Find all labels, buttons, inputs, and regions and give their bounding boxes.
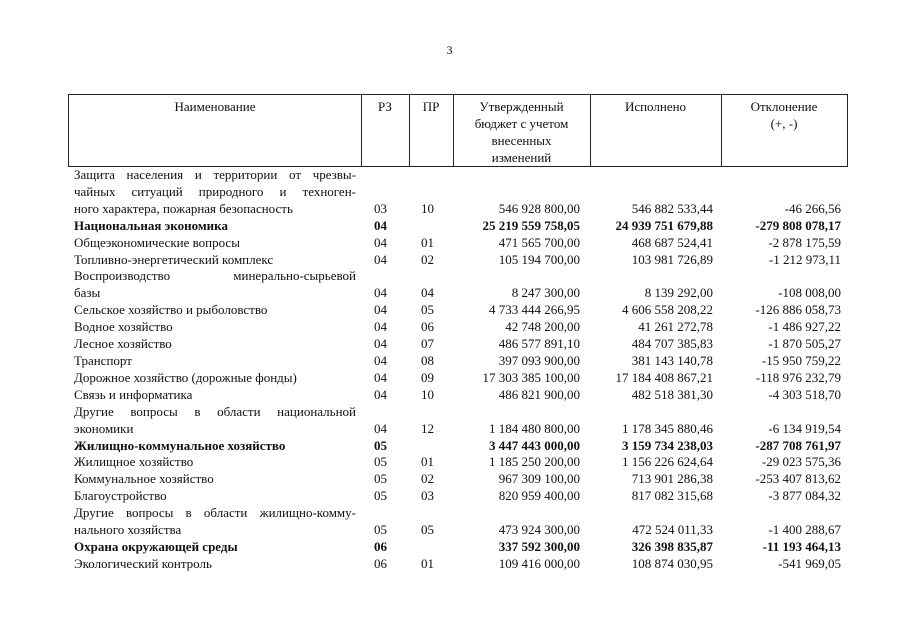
- cell-pr: 10: [421, 200, 434, 216]
- table-row: [68, 387, 848, 404]
- cell-approved: 3 447 443 000,00: [489, 437, 580, 453]
- page-number: 3: [446, 43, 453, 57]
- cell-executed: 713 901 286,38: [631, 471, 713, 487]
- row-name-line: Жилищно-коммунальное хозяйство: [74, 437, 286, 453]
- cell-rz: 04: [374, 336, 387, 352]
- cell-pr: 05: [421, 302, 434, 318]
- row-name: [74, 218, 356, 235]
- cell-approved: 105 194 700,00: [498, 251, 580, 267]
- cell-executed: 381 143 140,78: [631, 352, 713, 368]
- cell-pr: 09: [421, 369, 434, 385]
- cell-approved: 471 565 700,00: [498, 234, 580, 250]
- row-name-line: Дорожное хозяйство (дорожные фонды): [74, 369, 297, 385]
- row-name-line: Водное хозяйство: [74, 319, 173, 335]
- row-name-line: Экологический контроль: [74, 555, 212, 571]
- cell-deviation: -287 708 761,97: [755, 437, 841, 453]
- cell-pr: 08: [421, 352, 434, 368]
- cell-approved: 1 185 250 200,00: [489, 454, 580, 470]
- cell-executed: 546 882 533,44: [631, 200, 713, 216]
- cell-approved: 1 184 480 800,00: [489, 420, 580, 436]
- row-name-line: нального хозяйства: [74, 522, 182, 538]
- header-executed: Исполнено: [624, 99, 687, 114]
- cell-rz: 04: [374, 319, 387, 335]
- row-name: [74, 235, 356, 252]
- row-name-line: Защита населения и территории от чрезвы-: [74, 167, 356, 182]
- table-row: [68, 454, 848, 471]
- cell-rz: 04: [374, 251, 387, 267]
- table-row: [68, 319, 848, 336]
- cell-executed: 482 518 381,30: [631, 386, 713, 402]
- table-row: [68, 488, 848, 505]
- cell-approved: 25 219 559 758,05: [482, 217, 580, 233]
- cell-executed: 24 939 751 679,88: [615, 217, 713, 233]
- cell-deviation: -1 212 973,11: [768, 251, 841, 267]
- row-name-line: Благоустройство: [74, 488, 167, 504]
- row-name: [74, 454, 356, 471]
- cell-deviation: -11 193 464,13: [762, 538, 841, 554]
- row-name-line: чайных ситуаций природного и техноген-: [74, 183, 356, 199]
- cell-approved: 397 093 900,00: [498, 352, 580, 368]
- header-pr: ПР: [422, 99, 440, 114]
- row-name-line: Воспроизводство минерально-сырьевой: [74, 268, 356, 284]
- table-row: [68, 218, 848, 235]
- cell-executed: 8 139 292,00: [644, 285, 713, 301]
- cell-executed: 3 159 734 238,03: [622, 437, 713, 453]
- row-name: [74, 488, 356, 505]
- row-name-line: базы: [74, 285, 101, 301]
- cell-approved: 337 592 300,00: [498, 538, 580, 554]
- cell-pr: 02: [421, 471, 434, 487]
- cell-deviation: -253 407 813,62: [755, 471, 841, 487]
- table-row: [68, 302, 848, 319]
- cell-pr: 01: [421, 234, 434, 250]
- cell-pr: 07: [421, 336, 434, 352]
- cell-deviation: -1 400 288,67: [768, 522, 841, 538]
- header-rz: РЗ: [378, 99, 392, 114]
- row-name: [74, 252, 356, 269]
- cell-rz: 04: [374, 369, 387, 385]
- row-name-line: Транспорт: [74, 352, 132, 368]
- cell-rz: 04: [374, 302, 387, 318]
- row-name-line: Общеэкономические вопросы: [74, 234, 240, 250]
- cell-deviation: -126 886 058,73: [755, 302, 841, 318]
- cell-rz: 04: [374, 234, 387, 250]
- cell-deviation: -46 266,56: [784, 200, 841, 216]
- row-name-line: Национальная экономика: [74, 217, 228, 233]
- cell-rz: 05: [374, 488, 387, 504]
- row-name-line: Связь и информатика: [74, 386, 193, 402]
- table-row: [68, 268, 848, 302]
- cell-executed: 4 606 558 208,22: [622, 302, 713, 318]
- table-row: [68, 235, 848, 252]
- row-name-line: Другие вопросы в области жилищно-комму-: [74, 505, 356, 521]
- table-header: [68, 94, 848, 167]
- cell-executed: 817 082 315,68: [631, 488, 713, 504]
- cell-executed: 17 184 408 867,21: [615, 369, 713, 385]
- row-name-line: Коммунальное хозяйство: [74, 471, 214, 487]
- row-name: [74, 387, 356, 404]
- table-row: [68, 438, 848, 455]
- cell-deviation: -541 969,05: [778, 555, 841, 571]
- row-name-line: Охрана окружающей среды: [74, 538, 238, 554]
- cell-pr: 05: [421, 522, 434, 538]
- cell-pr: 12: [421, 420, 434, 436]
- row-name: [74, 404, 356, 438]
- row-name: [74, 319, 356, 336]
- cell-deviation: -1 486 927,22: [768, 319, 841, 335]
- row-name-line: экономики: [74, 420, 134, 436]
- cell-approved: 8 247 300,00: [511, 285, 580, 301]
- row-name: [74, 556, 356, 573]
- row-name-line: ного характера, пожарная безопасность: [74, 200, 293, 216]
- row-name-line: Жилищное хозяйство: [74, 454, 194, 470]
- row-name: [74, 302, 356, 319]
- cell-rz: 05: [374, 471, 387, 487]
- cell-executed: 484 707 385,83: [631, 336, 713, 352]
- cell-pr: 03: [421, 488, 434, 504]
- cell-pr: 06: [421, 319, 434, 335]
- cell-rz: 06: [374, 538, 387, 554]
- cell-executed: 326 398 835,87: [631, 538, 713, 554]
- row-name-line: Сельское хозяйство и рыболовство: [74, 302, 268, 318]
- cell-rz: 04: [374, 285, 387, 301]
- cell-approved: 486 577 891,10: [498, 336, 580, 352]
- table-row: [68, 167, 848, 218]
- table-row: [68, 505, 848, 539]
- cell-approved: 473 924 300,00: [498, 522, 580, 538]
- cell-approved: 17 303 385 100,00: [482, 369, 580, 385]
- cell-deviation: -6 134 919,54: [768, 420, 841, 436]
- cell-rz: 06: [374, 555, 387, 571]
- row-name: [74, 370, 356, 387]
- cell-rz: 05: [374, 437, 387, 453]
- row-name-line: Лесное хозяйство: [74, 336, 172, 352]
- cell-rz: 05: [374, 522, 387, 538]
- cell-rz: 05: [374, 454, 387, 470]
- cell-approved: 967 309 100,00: [498, 471, 580, 487]
- header-name: Наименование: [174, 99, 256, 114]
- cell-deviation: -118 976 232,79: [755, 369, 841, 385]
- cell-deviation: -279 808 078,17: [755, 217, 841, 233]
- cell-deviation: -2 878 175,59: [768, 234, 841, 250]
- cell-deviation: -29 023 575,36: [761, 454, 841, 470]
- cell-executed: 108 874 030,95: [631, 555, 713, 571]
- row-name: [74, 505, 356, 539]
- row-name-line: Другие вопросы в области национальной: [74, 403, 356, 419]
- cell-approved: 4 733 444 266,95: [489, 302, 580, 318]
- cell-rz: 04: [374, 352, 387, 368]
- cell-deviation: -4 303 518,70: [768, 386, 841, 402]
- cell-pr: 04: [421, 285, 434, 301]
- cell-rz: 03: [374, 200, 387, 216]
- cell-deviation: -3 877 084,32: [768, 488, 841, 504]
- cell-executed: 1 178 345 880,46: [622, 420, 713, 436]
- table-row: [68, 404, 848, 438]
- row-name: [74, 167, 356, 218]
- cell-pr: 10: [421, 386, 434, 402]
- header-approved: Утвержденный бюджет с учетом внесенных изменений: [474, 99, 569, 165]
- table-row: [68, 252, 848, 269]
- cell-approved: 820 959 400,00: [498, 488, 580, 504]
- cell-executed: 41 261 272,78: [638, 319, 713, 335]
- row-name: [74, 336, 356, 353]
- row-name-line: Топливно-энергетический комплекс: [74, 251, 274, 267]
- row-name: [74, 539, 356, 556]
- row-name: [74, 353, 356, 370]
- table-row: [68, 353, 848, 370]
- cell-rz: 04: [374, 386, 387, 402]
- cell-executed: 103 981 726,89: [631, 251, 713, 267]
- cell-executed: 1 156 226 624,64: [622, 454, 713, 470]
- cell-rz: 04: [374, 420, 387, 436]
- cell-approved: 546 928 800,00: [498, 200, 580, 216]
- table-row: [68, 336, 848, 353]
- cell-deviation: -1 870 505,27: [768, 336, 841, 352]
- cell-deviation: -108 008,00: [778, 285, 841, 301]
- table-row: [68, 370, 848, 387]
- cell-pr: 01: [421, 454, 434, 470]
- table-row: [68, 471, 848, 488]
- row-name: [74, 268, 356, 302]
- cell-approved: 109 416 000,00: [498, 555, 580, 571]
- table-row: [68, 556, 848, 573]
- cell-deviation: -15 950 759,22: [761, 352, 841, 368]
- row-name: [74, 438, 356, 455]
- table-body: [68, 167, 848, 573]
- table-row: [68, 539, 848, 556]
- cell-executed: 468 687 524,41: [631, 234, 713, 250]
- row-name: [74, 471, 356, 488]
- header-deviation: Отклонение (+, -): [750, 99, 818, 131]
- cell-rz: 04: [374, 217, 387, 233]
- cell-approved: 42 748 200,00: [505, 319, 580, 335]
- cell-pr: 02: [421, 251, 434, 267]
- cell-pr: 01: [421, 555, 434, 571]
- cell-executed: 472 524 011,33: [632, 522, 713, 538]
- cell-approved: 486 821 900,00: [498, 386, 580, 402]
